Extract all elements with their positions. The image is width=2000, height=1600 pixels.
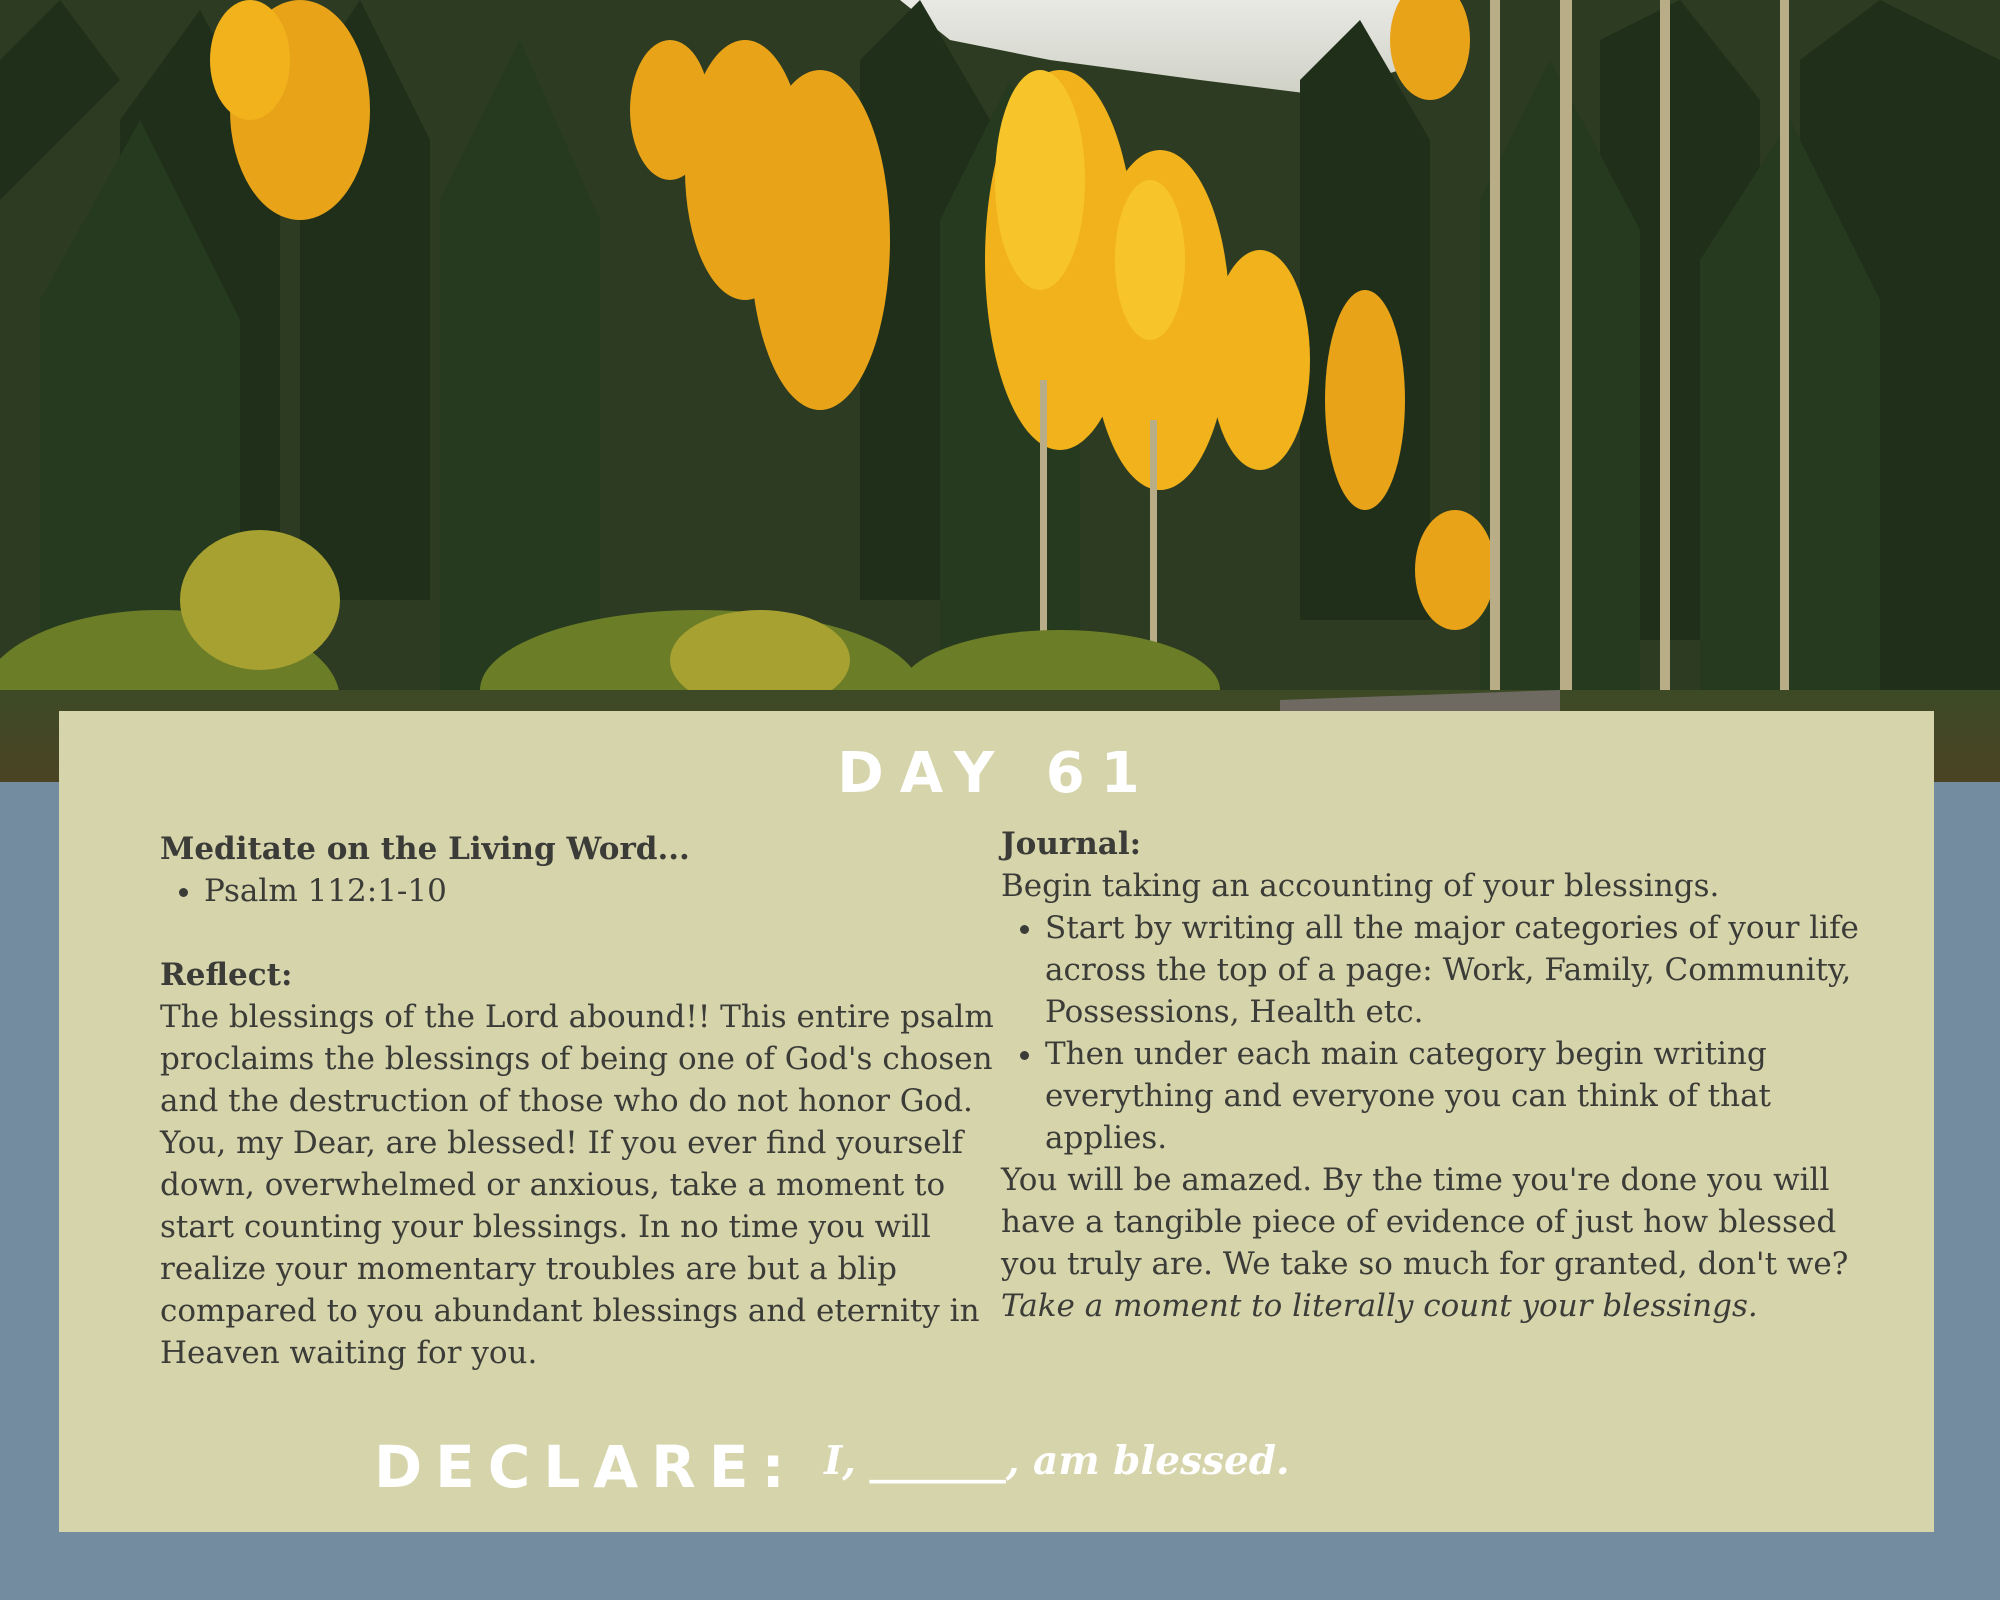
list-item: • Start by writing all the major categories of your life across the top of a page: Work, Family, Community, Possessions, Health etc. — [1045, 907, 1881, 1033]
right-column — [1001, 823, 1881, 1327]
meditate-list — [160, 870, 1000, 912]
list-item: • Then under each main category begin writing everything and everyone you can think of that applies. — [1045, 1033, 1881, 1159]
meditate-heading: Meditate on the Living Word... — [160, 831, 690, 867]
declare-label: DECLARE: — [374, 1433, 798, 1501]
journal-intro: Begin taking an accounting of your blessings. — [1001, 868, 1720, 904]
page-title: DAY 61 — [837, 741, 1156, 806]
devotional-card — [59, 711, 1934, 1532]
journal-list — [1001, 907, 1881, 1159]
hero-forest-photo — [0, 0, 2000, 782]
left-column — [160, 828, 1000, 1374]
reflect-body: The blessings of the Lord abound!! This entire psalm proclaims the blessings of being one of God's chosen and the destruction of those who do not honor God. You, my Dear, are blessed! If you ever find yourself down, overwhelmed or anxious, take a moment to start counting your blessings. In no time you will realize your momentary troubles are but a blip compared to you abundant blessings and eternity in Heaven waiting for you. — [160, 999, 994, 1371]
reflect-heading: Reflect: — [160, 957, 293, 993]
declare-statement: I, _______, am blessed. — [824, 1438, 1290, 1484]
journal-heading: Journal: — [1001, 826, 1142, 862]
journal-outro: You will be amazed. By the time you're done you will have a tangible piece of evidence of just how blessed you truly are. We take so much for granted, don't we? — [1001, 1162, 1849, 1282]
list-item: • Psalm 112:1-10 — [204, 870, 1000, 912]
journal-closing: Take a moment to literally count your blessings. — [1001, 1288, 1758, 1324]
